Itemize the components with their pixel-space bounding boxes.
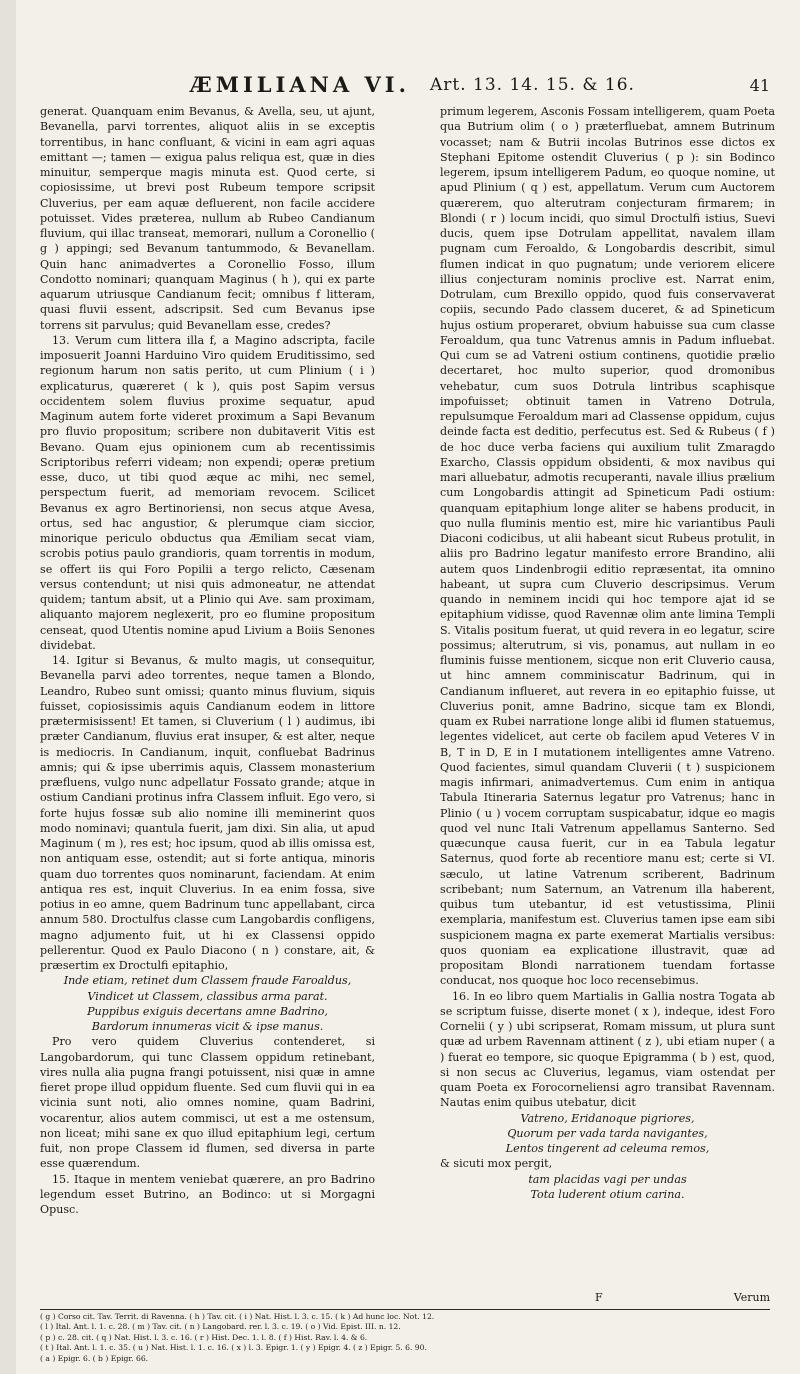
- signature-mark: F: [595, 1291, 603, 1304]
- paragraph: generat. Quanquam enim Bevanus, & Avella, seu, ut ajunt, Bevanella, parvi torrentes, aliquot aliis in se exceptis torrentibus, in hanc confluant, & vicini in eam agri aquas emittant —; tamen — exigua palus reliqua est, quæ in dies minuitur, semperque magis minuta est. Quod certe, si copiosissime, ut brevi post Rubeum tempore scripsit Cluverius, per eam aquæ defluerent, non facile accidere potuisset. Vides præterea, nullum ab Rubeo Candianum fluvium, qui illac transeat, memorari, nullum a Coronellio ( g ) appingi; sed Bevanum tantummodo, & Bevanellam. Quin hanc animadvertes a Coronellio Fosso, illum Condotto nominari; quanquam Maginus ( h ), qui ex parte aquarum utriusque Candianum fecit; omnibus f litteram, quasi fluvii essent, adscripsit. Sed cum Bevanus ipse torrens sit parvulus; quid Bevanellam esse, credes?: [40, 105, 375, 332]
- verse-line: Quorum per vada tarda navigantes,: [507, 1126, 708, 1140]
- verse-line: Vatreno, Eridanoque pigriores,: [520, 1111, 695, 1125]
- footnote-rule: [40, 1309, 770, 1310]
- footnote-line: ( a ) Epigr. 6. ( b ) Epigr. 66.: [40, 1353, 149, 1363]
- footnote-line: ( l ) Ital. Ant. l. 1. c. 28. ( m ) Tav. cit. ( n ) Langobard. rer. l. 3. c. 19. ( o ) Vid. Epist. III. n. 12.: [40, 1322, 401, 1332]
- paragraph: & sicuti mox pergit,: [440, 1157, 553, 1171]
- verse-line: Puppibus exiguis decertans amne Badrino,: [87, 1004, 328, 1018]
- verse-line: Inde etiam, retinet dum Classem fraude Faroaldus,: [63, 974, 352, 988]
- paragraph: 14. Igitur si Bevanus, & multo magis, ut consequitur, Bevanella parvi adeo torrentes, neque tamen a Blondo, Leandro, Rubeo sunt omissi; quanto minus fluvium, siquis fuisset, copiosissimis aquis Candianum eodem in littore prætermisissent! Et tamen, si Cluverium ( l ) audimus, ibi præter Candianum, fluvius erat insuper, & est alter, neque is mediocris. In Candianum, inquit, confluebat Badrinus amnis; qui & ipse uberrimis aquis, Classem monasterium præfluens, vulgo nunc adpellatur Fossato grande; atque in ostium Candiani protinus infra Classem influit. Ego vero, si forte hujus fossæ sub alio nomine illi meminerint quos modo nominavi; quantula fuerit, jam dixi. Sin alia, ut apud Maginum ( m ), res est; hoc ipsum, quod ab illis omissa est, non antiquam esse, ostendit; aut si forte antiqua, minoris quam duo torrentes quos nominarunt, faciendam. At enim antiqua res est, inquit Cluverius. In ea enim fossa, sive potius in eo amne, quem Badrinum tunc appellabant, circa annum 580. Droctulfus classe cum Langobardis confligens, magno adjumento fuit, ut hi ex Classensi oppido pellerentur. Quod ex Paulo Diacono ( n ) constare, ait, & præsertim ex Droctulfi epitaphio,: [40, 654, 375, 972]
- header-articles: Art. 13. 14. 15. & 16.: [430, 75, 635, 95]
- verse-line: Lentos tingerent ad celeuma remos,: [505, 1142, 710, 1155]
- verse-line: tam placidas vagi per undas: [528, 1172, 687, 1186]
- paragraph: primum legerem, Asconis Fossam intelligerem, quam Poeta qua Butrium olim ( o ) præterfluebat, amnem Butrinum vocasset; nam & Butrii incolas Butrinos esse dictos ex Stephani Epitome ostendit Cluverius ( p ): sin Bodinco legerem, ipsum intelligerem Padum, eo quoque nomine, ut apud Plinium ( q ) est, appellatum. Verum cum Auctorem quærerem, quo alterutram conjecturam firmarem; in Blondi ( r ) locum incidi, quo simul Droctulfi istius, Suevi ducis, quem ipse Dotrulam appellitat, navalem illam pugnam cum Feroaldo, & Longobardis describit, simul flumen indicat in quo pugnatum; unde veriorem elicere illius conjecturam nominis proclive est. Narrat enim, Dotrulam, cum Brexillo oppido, quod fuis conservaverat copiis, secundo Pado classem duceret, & ad Spineticum hujus ostium properaret, obvium habuisse sua cum classe Feroaldum, qua tunc Vatrenus amnis in Padum influebat. Qui cum se ad Vatreni ostium continens, quotidie prælio decertaret, hoc multo superior, quod dromonibus vehebatur, cum suos Dotrula lintribus scaphisque impofuisset; obtinuit tamen in Vatreno Dotrula, repulsumque Feroaldum mari ad Classense oppidum, cujus deinde facta est deditio, perfecutus est. Sed & Rubeus ( f ) de hoc duce verba faciens qui auxilium tulit Zmaragdo Exarcho, Classis oppidum obsidenti, & mox navibus qui mari alluebatur, admotis recuperanti, navale illius prælium cum Longobardis attingit ad Spineticum Padi ostium: quanquam epitaphium longe aliter se habens producit, in quo nulla fluminis mentio est, mire hic variantibus Pauli Diaconi codicibus, ut alii habeant sicut Rubeus protulit, in aliis pro Badrino legatur manifesto errore Brandino, alii autem quos Lindenbrogii editio repræsentat, ita omnino habeant, ut supra cum Cluverio descripsimus. Verum quando in neminem incidi qui hoc tempore ajat id se epitaphium vidisse, quod Ravennæ olim ante limina Templi S. Vitalis positum fuerat, ut quid revera in eo legatur, scire possimus; alterutrum, si vis, ponamus, aut nullam in eo fluminis fuisse mentionem, sicque non erit Cluverio causa, ut hinc amnem comminiscatur Badrinum, qui in Candianum influeret, aut revera in eo epitaphio fuisse, ut Cluverius ponit, amne Badrino, sicque tam ex Blondi, quam ex Rubei narratione longe alibi id flumen statuemus, legentes videlicet, aut certe ob facilem apud Veteres V in B, T in D, E in I mutationem intelligentes amne Vatreno. Quod facientes, simul quandam Cluverii ( t ) suspicionem magis infirmari, animadvertemus. Cum enim in antiqua Tabula Itineraria Saternus legatur pro Vatrenus; hanc in Plinio ( u ) vocem corruptam suspicabatur, idque eo magis quod vel nunc Itali Vatrenum appellamus Santerno. Sed quæcunque causa fuerit, cur in ea Tabula legatur Saternus, quod forte ab recentiore manu est; certe si VI. sæculo, ut latine Vatrenum scriberent, Badrinum scribebant; num Saternum, an Vatrenum illa haberent, quibus tum utebantur, id est vetustissima, Plinii exemplaria, manifestum est. Cluverius tamen ipse eam sibi suspicionem magna ex parte exemerat Martialis versibus: quos quoniam ea explicatione illustravit, quæ ad propositam Blondi narrationem tuendam fortasse conducat, nos quoque hoc loco recensebimus.: [440, 105, 775, 988]
- footnote-line: ( p ) c. 28. cit. ( q ) Nat. Hist. l. 3. c. 16. ( r ) Hist. Dec. 1. l. 8. ( f ) Hist. Rav. l. 4. & 6.: [40, 1332, 368, 1342]
- paragraph: Pro vero quidem Cluverius contenderet, si Langobardorum, qui tunc Classem oppidum retinebant, vires nulla alia pugna frangi potuissent, nisi quæ in amne fieret prope illud oppidum fluente. Sed cum fluvii qui in ea vicinia sunt noti, alio omnes nomine, quam Badrini, vocarentur, alios autem commisci, ut est a me ostensum, non liceat; mihi sane ex quo illud epitaphium legi, certum fuit, non prope Classem id flumen, sed diversa in parte esse quærendum.: [40, 1035, 375, 1171]
- right-column: [440, 104, 775, 1202]
- left-column: [40, 104, 375, 1217]
- footnote-line: ( g ) Corso cit. Tav. Territ. di Ravenna. ( h ) Tav. cit. ( i ) Nat. Hist. l. 3. c. 15. ( k ) Ad hunc loc. Not. 12.: [40, 1312, 435, 1321]
- catchword-line: [40, 1291, 770, 1307]
- verse-line: Vindicet ut Classem, classibus arma parat.: [87, 989, 328, 1003]
- paragraph: 15. Itaque in mentem veniebat quærere, an pro Badrino legendum esset Butrino, an Bodinco: ut si Morgagni Opusc.: [40, 1172, 375, 1216]
- running-header: [40, 72, 770, 96]
- page-number: 41: [749, 76, 770, 95]
- verse-line: Bardorum innumeras vicit & ipse manus.: [91, 1020, 324, 1033]
- catchword: Verum: [733, 1291, 770, 1304]
- header-title: ÆMILIANA VI.: [190, 72, 410, 97]
- footnotes: [40, 1312, 770, 1364]
- paragraph: 16. In eo libro quem Martialis in Gallia nostra Togata ab se scriptum fuisse, diserte monet ( x ), indeque, idest Foro Cornelii ( y ) ubi scripserat, Romam missum, ut plura sunt quæ ad urbem Ravennam attinent ( z ), ubi etiam nuper ( a ) fuerat eo tempore, sic quoque Epigramma ( b ) est, quod, si non secus ac Cluverius, legamus, viam ostendat per quam Poeta ex Forocorneliensi agro transibat Ravennam. Nautas enim quibus utebatur, dicit: [440, 989, 775, 1110]
- footnote-line: ( t ) Ital. Ant. l. 1. c. 35. ( u ) Nat. Hist. l. 1. c. 16. ( x ) l. 3. Epigr. 1. ( y ) Epigr. 4. ( z ) Epigr. 5. 6. 90.: [40, 1343, 427, 1353]
- verse-line: Tota luderent otium carina.: [530, 1187, 685, 1201]
- paragraph: 13. Verum cum littera illa f, a Magino adscripta, facile imposuerit Joanni Harduino Viro quidem Eruditissimo, sed regionum harum non satis perito, ut cum Plinium ( i ) explicaturus, quæreret ( k ), quis post Sapim versus occidentem solem fluvius proxime sequatur, apud Maginum autem forte videret proximum a Sapi Bevanum pro fluvio propositum; scribere non dubitaverit Vitis est Bevano. Quam ejus opinionem cum ab recentissimis Scriptoribus referri videam; non expendi; operæ pretium esse, duco, ut tibi quod æque ac mihi, nec semel, perspectum fuerit, ad memoriam revocem. Scilicet Bevanus ex agro Bertinoriensi, non secus atque Avesa, ortus, sed hac angustior, & plerumque ciam siccior, minorique periculo obductus qua Æmiliam secat viam, scrobis potius paulo grandioris, quam torrentis in modum, se offert iis qui Foro Popilii a tergo relicto, Cæsenam versus contendunt; ut nisi quis admoneatur, ne attendat quidem; tantum absit, ut a Plinio qui Ave. sam proximam, aliquanto majorem neglexerit, pro eo flumine propositum censeat, quod Utentis nomine apud Livium a Boiis Senones dividebat.: [40, 333, 375, 652]
